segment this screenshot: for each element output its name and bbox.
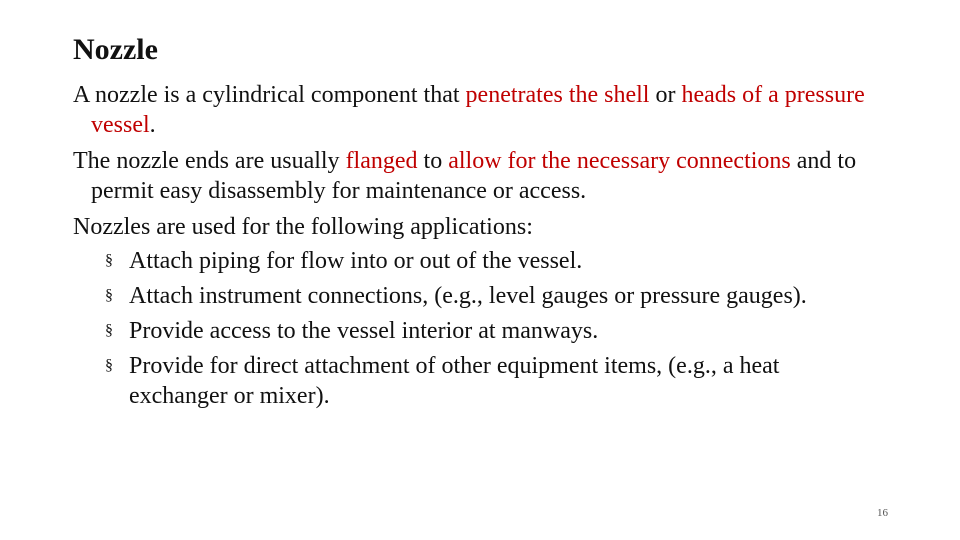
bullet-icon: § [105,252,113,269]
list-item-text: Attach piping for flow into or out of the vessel. [129,248,583,274]
applications-list [73,246,873,411]
text-span: to [417,148,449,174]
text-span: or [649,82,682,108]
text-span: . [149,112,156,138]
highlight-text: flanged [345,148,418,174]
list-item [105,281,873,311]
paragraph-nozzle-ends [73,146,873,206]
list-item-text: Attach instrument connections, (e.g., level gauges or pressure gauges). [129,283,807,309]
list-item [105,316,873,346]
highlight-text: heads of a pressure vessel [91,82,865,138]
bullet-icon: § [105,322,113,339]
text-span: A nozzle is a cylindrical component that [73,82,466,108]
text-span: and to permit easy disassembly for maintenance or access. [91,148,857,204]
list-item-text: Provide access to the vessel interior at manways. [129,318,599,344]
bullet-icon: § [105,357,113,374]
list-item-text: Provide for direct attachment of other equipment items, (e.g., a heat exchanger or mixer). [129,353,780,409]
paragraph-nozzle-definition [73,80,873,140]
paragraph-applications-intro: Nozzles are used for the following applications: [73,214,533,240]
text-span: The nozzle ends are usually [73,148,346,174]
bullet-icon: § [105,287,113,304]
slide-title: Nozzle [73,33,158,66]
highlight-text: allow for the necessary connections [448,148,791,174]
list-item [105,351,873,411]
highlight-text: penetrates the shell [465,82,650,108]
slide-body [73,80,873,416]
page-number: 16 [877,507,888,519]
list-item [105,246,873,276]
